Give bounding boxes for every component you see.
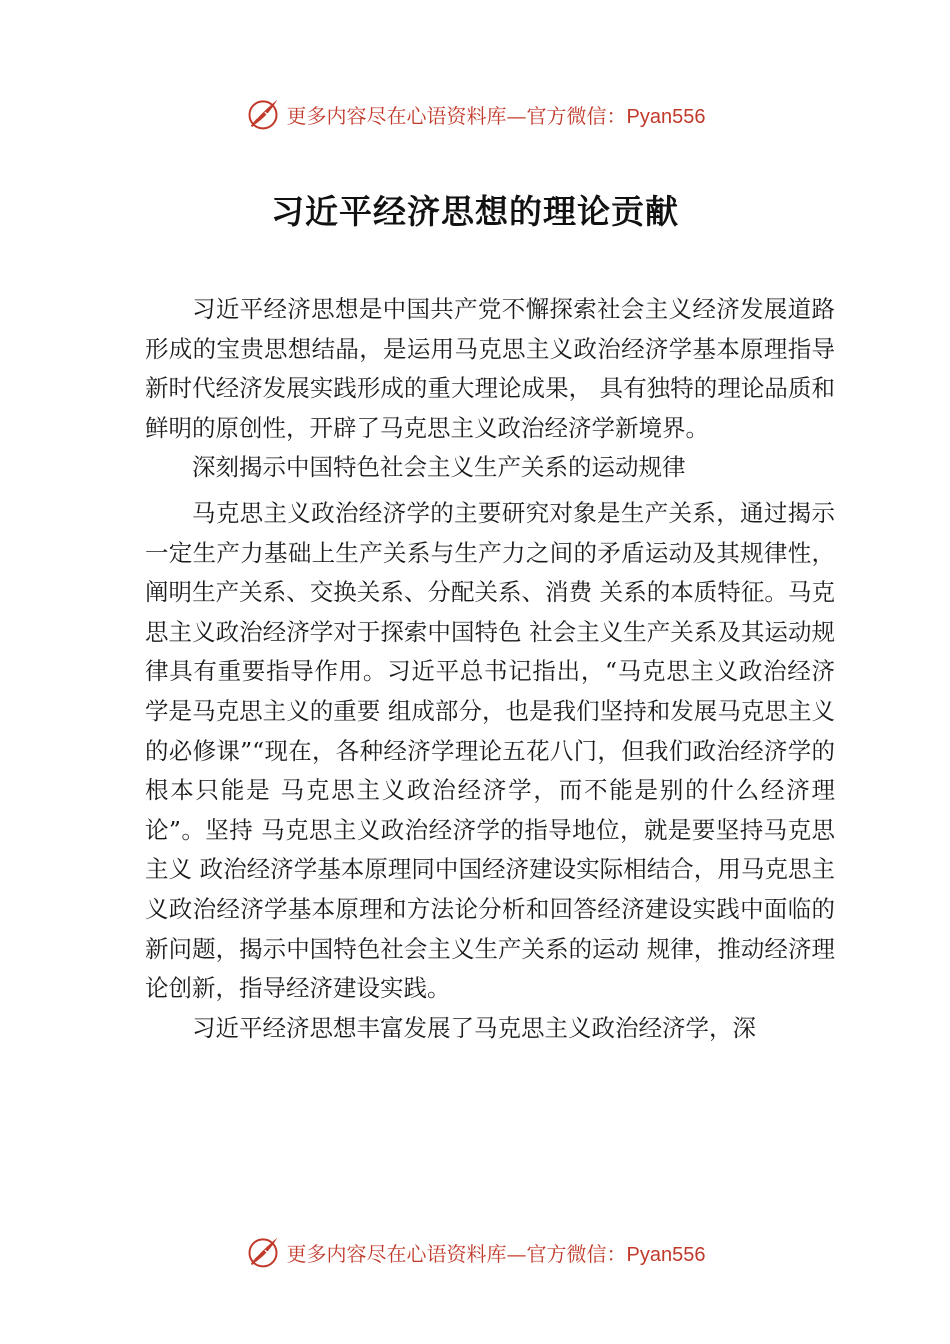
banner-slogan: 更多内容尽在心语资料库—官方微信：	[286, 103, 627, 128]
banner-slogan: 更多内容尽在心语资料库—官方微信：	[286, 1241, 627, 1266]
footer-banner	[0, 1232, 950, 1272]
wechat-id: Pyan556	[626, 1243, 706, 1266]
section-heading: 深刻揭示中国特色社会主义生产关系的运动规律	[192, 453, 686, 482]
banner-text	[287, 100, 706, 129]
banner-text	[287, 1238, 706, 1267]
paragraph-body: 马克思主义政治经济学的主要研究对象是生产关系，通过揭示一定生产力基础上生产关系与生产力之间的矛盾运动及其规律性，阐明生产关系、交换关系、分配关系、消费 关系的本质特征。马克思主义政治经济学对于探索中国特色 社会主义生产关系及其运动规律具有重要指导作用。习近平总书记指出，“马克思主义政治经济学是马克思主义的重要 组成部分，也是我们坚持和发展马克思主义的必修课”“现在，各种经济学理论五花八门，但我们政治经济学的根本只能是 马克思主义政治经济学，而不能是别的什么经济理论”。坚持 马克思主义政治经济学的指导地位，就是要坚持马克思主义 政治经济学基本原理同中国经济建设实际相结合，用马克思主义政治经济学基本原理和方法论分析和回答经济建设实践中面临的新问题，揭示中国特色社会主义生产关系的运动 规律，推动经济理论创新，指导经济建设实践。	[145, 498, 835, 1003]
document-body	[145, 290, 835, 1048]
page-title: 习近平经济思想的理论贡献	[271, 192, 679, 231]
quill-pen-icon	[245, 1234, 281, 1270]
paragraph-intro: 习近平经济思想是中国共产党不懈探索社会主义经济发展道路形成的宝贵思想结晶，是运用马克思主义政治经济学基本原理指导新时代经济发展实践形成的重大理论成果， 具有独特的理论品质和鲜明的原创性，开辟了马克思主义政治经济学新境界。	[145, 295, 835, 442]
quill-pen-icon	[245, 96, 281, 132]
wechat-id: Pyan556	[626, 105, 706, 128]
header-banner	[0, 94, 950, 134]
paragraph-continued: 习近平经济思想丰富发展了马克思主义政治经济学，深	[192, 1013, 756, 1042]
